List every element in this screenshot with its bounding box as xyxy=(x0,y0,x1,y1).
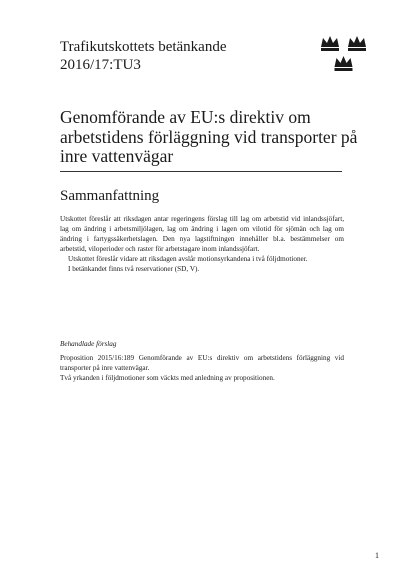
summary-paragraph: I betänkandet finns två reservationer (SD, V). xyxy=(68,265,200,274)
three-crowns-icon xyxy=(320,34,368,72)
committee-name: Trafikutskottets betänkande xyxy=(60,39,227,55)
title-divider xyxy=(60,171,342,172)
proposal-paragraph: Proposition 2015/16:189 Genomförande av EU:s direktiv om arbetstidens förläggning vid transporter på inre vattenvägar. xyxy=(60,354,344,373)
summary-body xyxy=(60,214,344,275)
page-number: 1 xyxy=(375,551,379,560)
report-id: 2016/17:TU3 xyxy=(60,57,141,73)
proposals-label: Behandlade förslag xyxy=(60,340,117,348)
document-title: Genomförande av EU:s direktiv om arbetstidens förläggning vid transporter på inre vattenvägar xyxy=(60,107,358,166)
proposal-paragraph: Två yrkanden i följdmotioner som väckts med anledning av propositionen. xyxy=(60,374,275,383)
summary-paragraph: Utskottet föreslår att riksdagen antar regeringens förslag till lag om arbetstid vid inlandssjöfart, lag om ändring i arbetsmiljölagen, lag om ändring i lagen om vilotid för sjömän och lag om ändring i fartygssäkerhetslagen. Den nya lagstiftningen innehåller bl.a. bestämmelser om arbetstid, viloperioder och raster för arbetstagare inom inlandssjöfart. xyxy=(60,215,344,254)
summary-paragraph: Utskottet föreslår vidare att riksdagen avslår motionsyrkandena i två följdmotioner. xyxy=(68,255,308,264)
summary-heading: Sammanfattning xyxy=(60,188,160,204)
proposals-body xyxy=(60,353,344,383)
committee-header xyxy=(60,38,227,74)
